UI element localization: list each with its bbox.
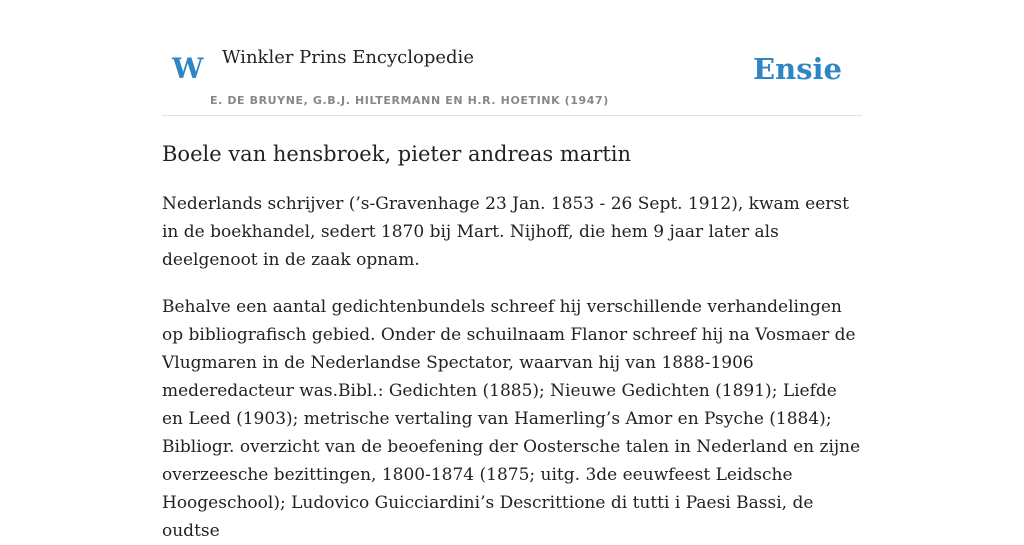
winkler-prins-logo[interactable]: W [172,52,204,85]
article-title: Boele van hensbroek, pieter andreas martin [162,142,632,166]
site-title[interactable]: Winkler Prins Encyclopedie [222,47,474,68]
ensie-brand-link[interactable]: Ensie [753,52,842,86]
article [162,138,862,545]
site-header [162,40,862,116]
site-subtitle: E. DE BRUYNE, G.B.J. HILTERMANN EN H.R. HOETINK (1947) [210,94,609,107]
article-paragraph: Nederlands schrijver (’s-Gravenhage 23 Jan. 1853 - 26 Sept. 1912), kwam eerst in de boekhandel, sedert 1870 bij Mart. Nijhoff, die hem 9 jaar later als deelgenoot in de zaak opnam. [162,194,849,270]
article-paragraph: Behalve een aantal gedichtenbundels schreef hij verschillende verhandelingen op bibliografisch gebied. Onder de schuilnaam Flanor schreef hij na Vosmaer de Vlugmaren in de Nederlandse Spectator, waarvan hij van 1888-1906 mederedacteur was.Bibl.: Gedichten (1885); Nieuwe Gedichten (1891); Liefde en Leed (1903); metrische vertaling van Hamerling’s Amor en Psyche (1884); Bibliogr. overzicht van de beoefening der Oostersche talen in Nederland en zijne overzeesche bezittingen, 1800-1874 (1875; uitg. 3de eeuwfeest Leidsche Hoogeschool); Ludovico Guicciardini’s Descrittione di tutti i Paesi Bassi, de oudtse [162,297,861,541]
